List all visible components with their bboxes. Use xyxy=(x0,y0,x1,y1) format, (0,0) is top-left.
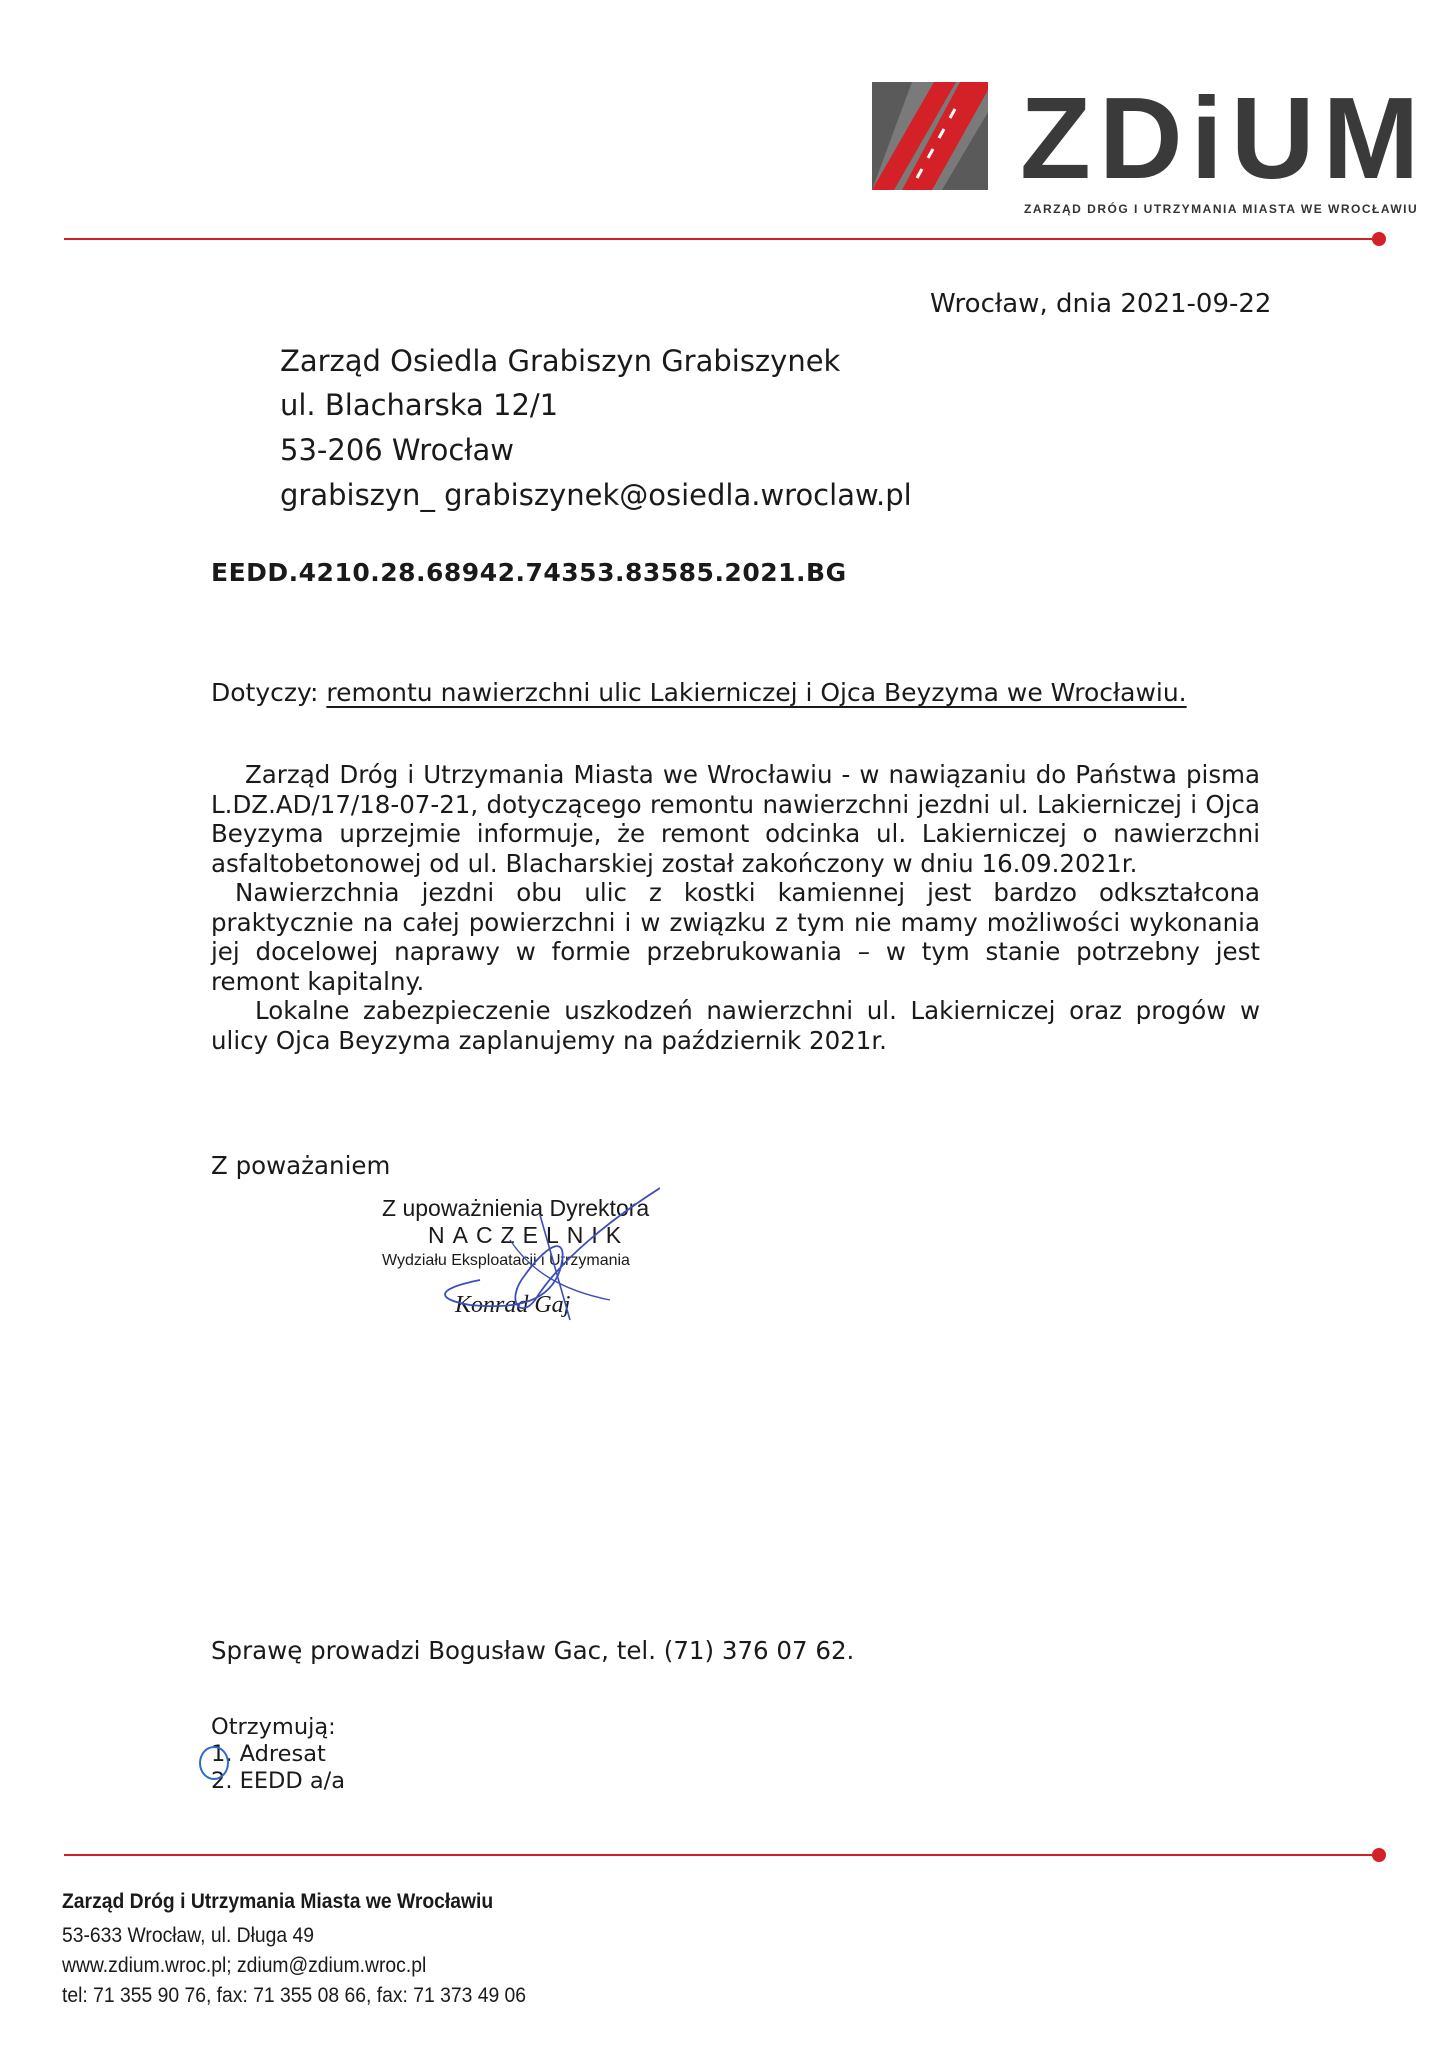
footer-web: www.zdium.wroc.pl; zdium@zdium.wroc.pl xyxy=(62,1954,427,1977)
letter-body xyxy=(211,760,1260,1055)
recipient-item-1: 1. Adresat xyxy=(211,1741,326,1767)
header-rule xyxy=(64,238,1380,240)
subject-text: remontu nawierzchni ulic Lakierniczej i Ojca Beyzyma we Wrocławiu. xyxy=(326,678,1187,707)
recipient-name: Zarząd Osiedla Grabiszyn Grabiszynek xyxy=(280,344,841,378)
letter-date: Wrocław, dnia 2021-09-22 xyxy=(930,289,1272,319)
body-paragraph-3: Lokalne zabezpieczenie uszkodzeń nawierzchni ul. Lakierniczej oraz progów w ulicy Ojca Beyzyma zaplanujemy na październik 2021r. xyxy=(211,996,1260,1055)
footer-address: 53-633 Wrocław, ul. Długa 49 xyxy=(62,1924,315,1947)
body-paragraph-1: Zarząd Dróg i Utrzymania Miasta we Wrocławiu - w nawiązaniu do Państwa pisma L.DZ.AD/17/18-07-21, dotyczącego remontu nawierzchni jezdni ul. Lakierniczej i Ojca Beyzyma uprzejmie informuje, że remont odcinka ul. Lakierniczej o nawierzchni asfaltobetonowej od ul. Blacharskiej został zakończony w dniu 16.09.2021r. xyxy=(211,760,1260,878)
logo-subtitle: ZARZĄD DRÓG I UTRZYMANIA MIASTA WE WROCŁAWIU xyxy=(1024,202,1419,216)
stamp-title: NACZELNIK xyxy=(428,1222,630,1248)
logo-wordmark: ZDiUM xyxy=(1020,73,1428,203)
handwritten-circle-mark xyxy=(199,1746,229,1780)
footer-rule xyxy=(64,1854,1380,1856)
body-paragraph-2: Nawierzchnia jezdni obu ulic z kostki kamiennej jest bardzo odkształcona praktycznie na całej powierzchni i w związku z tym nie mamy możliwości wykonania jej docelowej naprawy w formie przebrukowania – w tym stanie potrzebny jest remont kapitalny. xyxy=(211,878,1260,996)
footer-phones: tel: 71 355 90 76, fax: 71 355 08 66, fax: 71 373 49 06 xyxy=(62,1984,527,2007)
handwritten-signature xyxy=(410,1180,660,1330)
subject-label: Dotyczy: xyxy=(211,678,319,707)
recipient-street: ul. Blacharska 12/1 xyxy=(280,388,559,422)
recipients-label: Otrzymują: xyxy=(211,1714,336,1740)
footer-org-name: Zarząd Dróg i Utrzymania Miasta we Wrocławiu xyxy=(62,1890,494,1913)
recipient-email: grabiszyn_ grabiszynek@osiedla.wroclaw.pl xyxy=(280,478,912,512)
stamp-department: Wydziału Eksploatacji i Utrzymania xyxy=(382,1252,630,1269)
recipient-item-2: 2. EEDD a/a xyxy=(211,1768,346,1794)
logo-road-icon xyxy=(872,82,988,190)
reference-number: EEDD.4210.28.68942.74353.83585.2021.BG xyxy=(211,558,847,587)
stamp-signatory-name: Konrad Gaj xyxy=(455,1292,571,1318)
recipient-city: 53-206 Wrocław xyxy=(280,433,515,467)
footer-rule-dot xyxy=(1372,1848,1386,1862)
case-handler: Sprawę prowadzi Bogusław Gac, tel. (71) 376 07 62. xyxy=(211,1636,855,1665)
stamp-authorization: Z upoważnienia Dyrektora xyxy=(382,1195,650,1221)
header-rule-dot xyxy=(1372,232,1386,246)
closing-greeting: Z poważaniem xyxy=(211,1151,391,1180)
subject-line xyxy=(211,678,1187,707)
